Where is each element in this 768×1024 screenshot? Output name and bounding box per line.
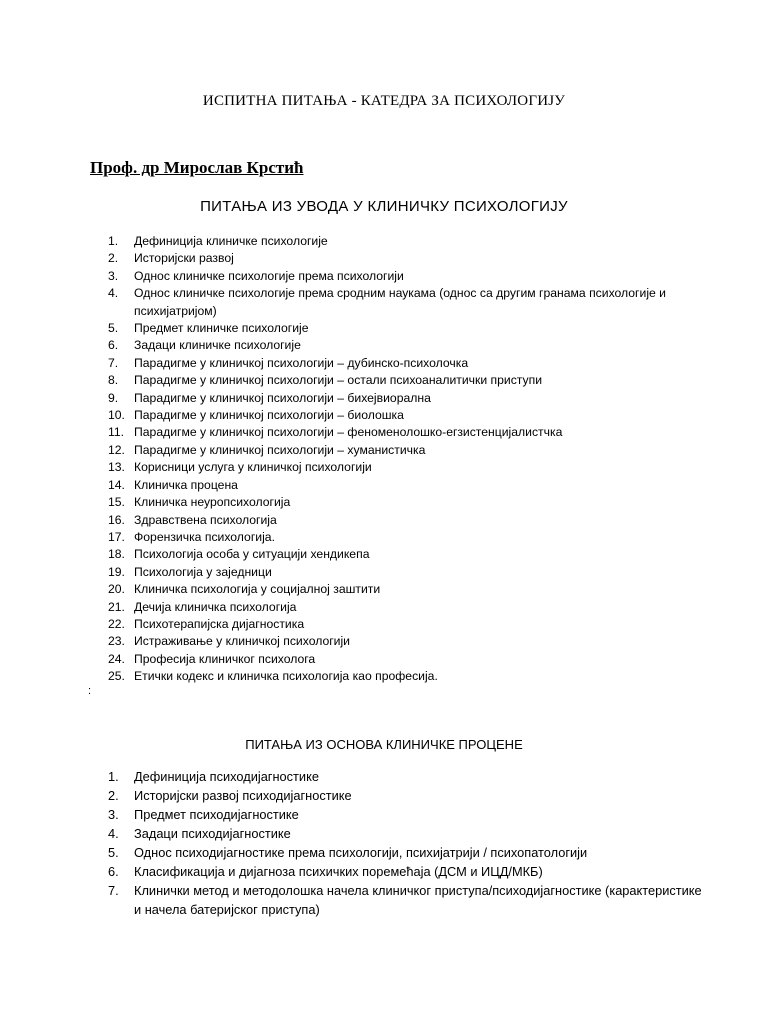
list-item	[108, 494, 668, 511]
list-item-number: 21.	[108, 599, 125, 614]
list-item-text: Клиничка психологија у социјалној заштити	[134, 582, 381, 597]
list-item-number: 7.	[108, 883, 119, 898]
list-item-text: Дефиниција клиничке психологије	[134, 234, 328, 248]
list-item	[108, 320, 668, 337]
list-item-text: Клиничка неуропсихологија	[134, 495, 291, 510]
list-item	[108, 233, 668, 250]
list-item-number: 2.	[108, 251, 119, 266]
list-item-number: 1.	[108, 234, 119, 248]
list-item-number: 12.	[108, 442, 125, 457]
list-item-text: Клинички метод и методолошка начела клиничког приступа/психодијагностике (карактеристике и начела батеријског приступа)	[134, 883, 702, 917]
list-item-number: 9.	[108, 390, 119, 405]
list-item-number: 16.	[108, 512, 125, 527]
list-item-text: Однос клиничке психологије према психологији	[134, 268, 404, 283]
list-item	[108, 599, 668, 616]
list-item-number: 22.	[108, 616, 125, 631]
list-item-text: Парадигме у клиничкој психологији – остали психоаналитички приступи	[134, 373, 543, 388]
list-item-number: 3.	[108, 807, 119, 822]
list-item	[108, 633, 668, 650]
list-item-text: Психологија особа у ситуацији хендикепа	[134, 547, 370, 562]
list-item-text: Предмет клиничке психологије	[134, 321, 309, 336]
list-item	[108, 337, 668, 354]
question-list-intro-clinical-psychology	[108, 233, 668, 686]
list-item	[108, 564, 668, 581]
list-item-number: 8.	[108, 373, 119, 388]
list-item-text: Историјски развој психодијагностике	[134, 788, 352, 803]
list-item	[108, 881, 708, 919]
list-item	[108, 862, 708, 881]
list-item-number: 4.	[108, 286, 119, 301]
list-item	[108, 477, 668, 494]
list-item	[108, 805, 708, 824]
list-item-number: 3.	[108, 268, 119, 283]
list-item-text: Етички кодекс и клиничка психологија као професија.	[134, 669, 438, 684]
list-item-text: Корисници услуга у клиничкој психологији	[134, 460, 372, 475]
list-item-text: Истраживање у клиничкој психологији	[134, 634, 350, 649]
list-item-text: Клиничка процена	[134, 477, 238, 492]
list-item-number: 14.	[108, 477, 125, 492]
list-item-number: 24.	[108, 651, 125, 666]
list-item-text: Парадигме у клиничкој психологији – дубинско-психолочка	[134, 355, 469, 370]
list-item-text: Однос психодијагностике према психологији, психијатрији / психопатологији	[134, 845, 588, 860]
list-item-text: Задаци психодијагностике	[134, 826, 291, 841]
list-item-text: Дефиниција психодијагностике	[134, 769, 319, 784]
list-item-text: Однос клиничке психологије према сродним наукама (однос са другим гранама психологије и психијатријом)	[134, 286, 666, 318]
list-item-text: Парадигме у клиничкој психологији – бихејвиорална	[134, 390, 431, 405]
list-item-number: 20.	[108, 582, 125, 597]
list-item	[108, 824, 708, 843]
list-item	[108, 786, 708, 805]
list-item-text: Парадигме у клиничкој психологији – феноменолошко-егзистенцијалистчка	[134, 425, 563, 440]
section-heading-clinical-assessment: ПИТАЊА ИЗ ОСНОВА КЛИНИЧКЕ ПРОЦЕНЕ	[245, 737, 523, 752]
list-item-number: 5.	[108, 321, 119, 336]
list-item-text: Дечија клиничка психологија	[134, 599, 297, 614]
stray-mark: :	[88, 685, 92, 697]
section-heading-intro-clinical-psychology: ПИТАЊА ИЗ УВОДА У КЛИНИЧКУ ПСИХОЛОГИЈУ	[200, 198, 568, 215]
list-item	[108, 512, 668, 529]
list-item-text: Психотерапијска дијагностика	[134, 616, 305, 631]
list-item	[108, 285, 668, 320]
list-item-number: 18.	[108, 547, 125, 562]
document-title: ИСПИТНА ПИТАЊА - КАТЕДРА ЗА ПСИХОЛОГИЈУ	[202, 93, 566, 109]
list-item-number: 6.	[108, 864, 119, 879]
list-item	[108, 616, 668, 633]
list-item	[108, 407, 668, 424]
list-item	[108, 581, 668, 598]
list-item	[108, 355, 668, 372]
list-item-text: Здравствена психологија	[134, 512, 277, 527]
professor-name: Проф. др Мирослав Крстић	[90, 158, 304, 177]
list-item-number: 1.	[108, 769, 119, 784]
list-item	[108, 268, 668, 285]
list-item	[108, 843, 708, 862]
list-item-number: 10.	[108, 408, 125, 423]
list-item-number: 11.	[108, 425, 125, 440]
list-item-number: 17.	[108, 529, 125, 544]
list-item-text: Парадигме у клиничкој психологији – хуманистичка	[134, 442, 426, 457]
list-item	[108, 424, 668, 441]
list-item-text: Парадигме у клиничкој психологији – биолошка	[134, 408, 404, 423]
list-item-text: Предмет психодијагностике	[134, 807, 299, 822]
list-item-number: 19.	[108, 564, 125, 579]
list-item-number: 15.	[108, 495, 125, 510]
list-item-number: 7.	[108, 355, 119, 370]
list-item-number: 13.	[108, 460, 125, 475]
list-item	[108, 459, 668, 476]
list-item-text: Професија клиничког психолога	[134, 651, 316, 666]
list-item	[108, 529, 668, 546]
list-item-number: 25.	[108, 669, 125, 684]
list-item-number: 6.	[108, 338, 119, 353]
list-item	[108, 767, 708, 786]
list-item-number: 23.	[108, 634, 125, 649]
list-item-text: Историјски развој	[134, 251, 234, 266]
question-list-clinical-assessment	[108, 767, 708, 919]
list-item	[108, 651, 668, 668]
list-item	[108, 372, 668, 389]
list-item	[108, 546, 668, 563]
list-item-number: 2.	[108, 788, 119, 803]
list-item-text: Класификација и дијагноза психичких поремећаја (ДСМ и ИЦД/МКБ)	[134, 864, 543, 879]
list-item	[108, 390, 668, 407]
list-item-text: Форензичка психологија.	[134, 529, 275, 544]
list-item-text: Психологија у заједници	[134, 564, 272, 579]
list-item-number: 5.	[108, 845, 119, 860]
list-item	[108, 668, 668, 685]
list-item	[108, 250, 668, 267]
list-item	[108, 442, 668, 459]
list-item-number: 4.	[108, 826, 119, 841]
list-item-text: Задаци клиничке психологије	[134, 338, 301, 353]
